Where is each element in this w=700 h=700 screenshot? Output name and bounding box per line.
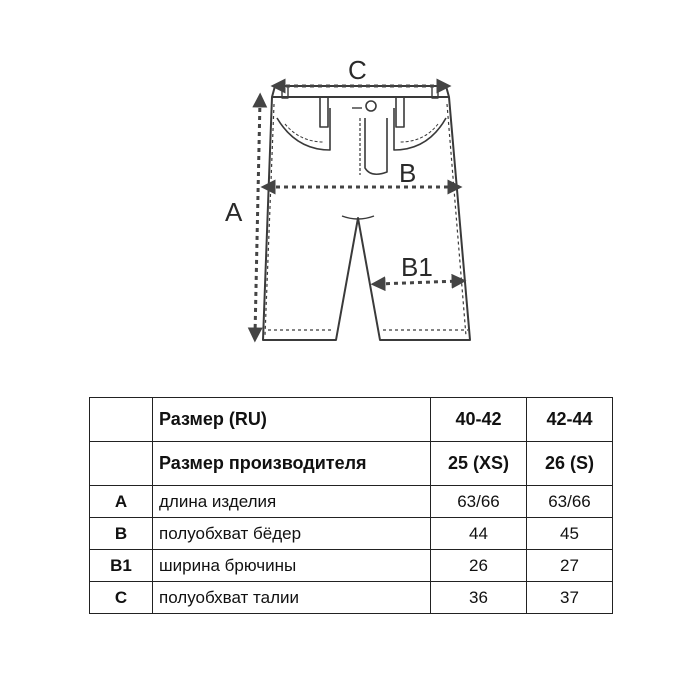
- table-cell: [90, 442, 153, 486]
- table-header-row: [90, 442, 613, 486]
- table-cell: 25 (XS): [431, 442, 527, 486]
- table-cell: B: [90, 518, 153, 550]
- measurement-arrows: [255, 86, 459, 335]
- table-cell: 27: [527, 550, 613, 582]
- label-b1: B1: [401, 252, 433, 282]
- table-cell: [90, 398, 153, 442]
- table-cell: полуобхват бёдер: [153, 518, 431, 550]
- table-row: [90, 518, 613, 550]
- label-a: A: [225, 197, 243, 227]
- shorts-outline: [263, 86, 470, 340]
- table-cell: Размер производителя: [153, 442, 431, 486]
- table-header-row: [90, 398, 613, 442]
- table-cell: 37: [527, 582, 613, 614]
- table-cell: 42-44: [527, 398, 613, 442]
- table-cell: 63/66: [431, 486, 527, 518]
- table-cell: 26: [431, 550, 527, 582]
- table-cell: длина изделия: [153, 486, 431, 518]
- table-cell: 36: [431, 582, 527, 614]
- table-cell: 45: [527, 518, 613, 550]
- table-cell: A: [90, 486, 153, 518]
- table-row: [90, 486, 613, 518]
- size-chart-table: [89, 397, 613, 614]
- table-row: [90, 582, 613, 614]
- table-cell: Размер (RU): [153, 398, 431, 442]
- label-c: C: [348, 55, 367, 85]
- table-cell: ширина брючины: [153, 550, 431, 582]
- table-cell: 40-42: [431, 398, 527, 442]
- table-cell: 44: [431, 518, 527, 550]
- table-cell: 26 (S): [527, 442, 613, 486]
- label-b: B: [399, 158, 417, 188]
- table-cell: 63/66: [527, 486, 613, 518]
- table-cell: C: [90, 582, 153, 614]
- arrow-a: [255, 100, 260, 335]
- table-row: [90, 550, 613, 582]
- table-cell: полуобхват талии: [153, 582, 431, 614]
- table-cell: B1: [90, 550, 153, 582]
